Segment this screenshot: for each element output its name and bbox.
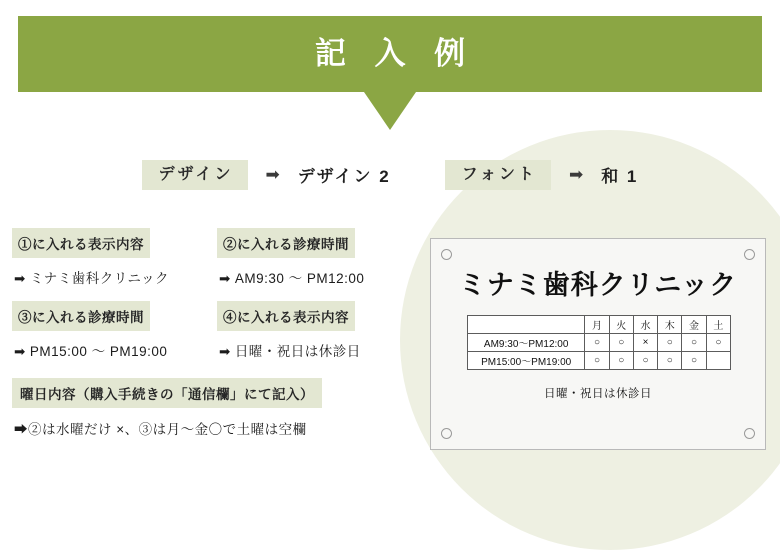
field-item [217,301,422,374]
field-body [12,258,217,301]
table-day-header: 木 [658,316,682,334]
field-body [217,258,422,301]
table-cell: ○ [609,334,633,352]
table-cell: ○ [585,352,609,370]
page-title: 記 入 例 [314,36,476,71]
screw-icon [744,249,755,260]
table-cell: ○ [633,352,657,370]
weekday-value: ②は水曜だけ ×、③は月〜金〇で土曜は空欄 [28,422,307,437]
table-day-header: 火 [609,316,633,334]
design-value: デザイン 2 [297,167,391,187]
sign-preview [430,238,766,450]
table-cell: ○ [609,352,633,370]
table-cell: ○ [706,334,730,352]
table-cell: ○ [682,352,706,370]
table-header-row [468,316,731,334]
field-head: ①に入れる表示内容 [12,228,150,258]
field-head: ②に入れる診療時間 [217,228,355,258]
weekday-section [12,374,422,438]
table-cell: ○ [658,352,682,370]
fields-column [12,228,422,438]
preview-title: ミナミ歯科クリニック [458,270,738,300]
table-cell: ○ [658,334,682,352]
table-cell: × [633,334,657,352]
field-value: AM9:30 〜 PM12:00 [234,271,365,286]
design-label: デザイン [142,160,248,190]
field-value: ミナミ歯科クリニック [29,271,170,286]
table-day-header: 土 [706,316,730,334]
field-item [217,228,422,301]
field-value: 日曜・祝日は休診日 [234,344,361,359]
field-head: ④に入れる表示内容 [217,301,355,331]
table-cell: ○ [585,334,609,352]
field-item [12,228,217,301]
font-value: 和 1 [601,167,639,187]
table-cell: ○ [682,334,706,352]
weekday-head: 曜日内容（購入手続きの「通信欄」にて記入） [12,378,322,408]
arrow-right-icon: ➡ [14,422,28,437]
table-row-label: AM9:30〜PM12:00 [468,334,585,352]
field-item [12,301,217,374]
screw-icon [441,249,452,260]
table-day-header: 月 [585,316,609,334]
arrow-right-icon: ➡ [219,271,231,286]
field-body [217,331,422,374]
field-head: ③に入れる診療時間 [12,301,150,331]
weekday-body [12,408,422,438]
field-body [12,331,217,374]
preview-note: 日曜・祝日は休診日 [544,388,652,400]
table-corner-cell [468,316,585,334]
hours-table [467,315,731,370]
screw-icon [441,428,452,439]
table-row [468,352,731,370]
field-value: PM15:00 〜 PM19:00 [29,344,168,359]
fields-grid [12,228,422,374]
table-day-header: 水 [633,316,657,334]
screw-icon [744,428,755,439]
arrow-right-icon: ➡ [265,165,280,185]
font-label: フォント [445,160,551,190]
arrow-right-icon: ➡ [219,344,231,359]
table-day-header: 金 [682,316,706,334]
arrow-right-icon: ➡ [14,271,26,286]
arrow-right-icon: ➡ [568,165,584,185]
banner-down-arrow-icon [364,92,416,130]
header-banner [18,16,762,92]
table-row [468,334,731,352]
arrow-right-icon: ➡ [14,344,26,359]
table-cell [706,352,730,370]
selection-row [0,160,780,190]
table-row-label: PM15:00〜PM19:00 [468,352,585,370]
